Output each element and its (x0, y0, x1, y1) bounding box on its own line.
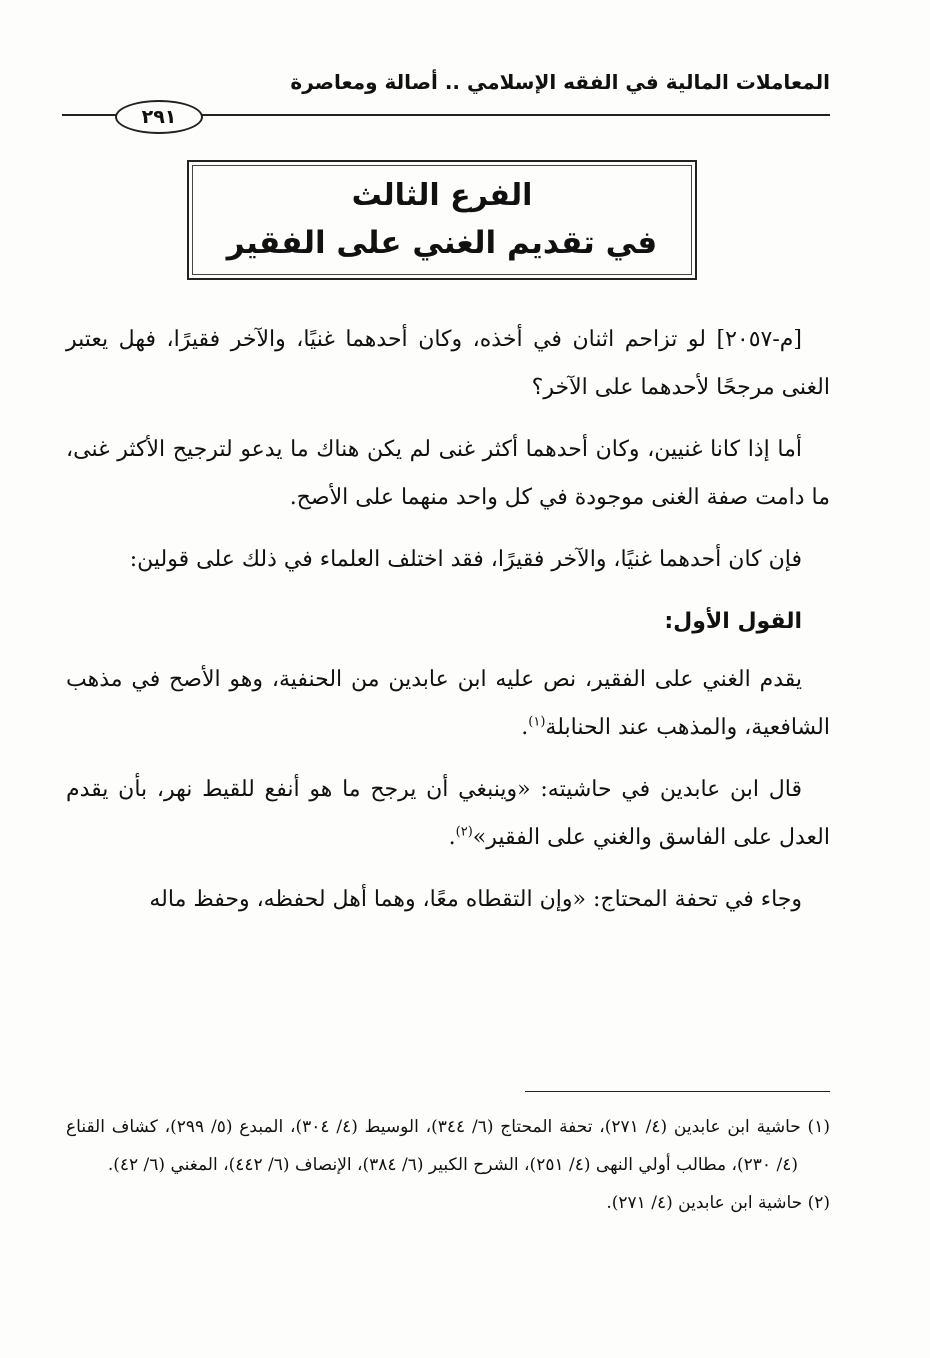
body-text (66, 316, 830, 938)
paragraph-5 (66, 766, 830, 862)
paragraph-1: [م-٢٠٥٧] لو تزاحم اثنان في أخذه، وكان أحدهما غنيًا، والآخر فقيرًا، فهل يعتبر الغنى مرجحًا لأحدهما على الآخر؟ (66, 327, 830, 400)
footnote-ref-2[interactable]: (٢) (455, 824, 473, 840)
paragraph-4-text: يقدم الغني على الفقير، نص عليه ابن عابدين من الحنفية، وهو الأصح في مذهب الشافعية، والمذهب عند الحنابلة (66, 667, 830, 740)
paragraph-6: وجاء في تحفة المحتاج: «وإن التقطاه معًا، وهما أهل لحفظه، وحفظ ماله (149, 887, 802, 912)
section-title-line1: الفرع الثالث (351, 178, 533, 213)
page-number: ٢٩١ (115, 100, 203, 134)
footnotes (66, 1108, 830, 1222)
running-header: المعاملات المالية في الفقه الإسلامي .. أصالة ومعاصرة (290, 70, 830, 94)
footnote-ref-1[interactable]: (١) (528, 714, 546, 730)
section-title-line2: في تقديم الغني على الفقير (226, 225, 658, 261)
paragraph-2: أما إذا كانا غنيين، وكان أحدهما أكثر غنى لم يكن هناك ما يدعو لترجيح الأكثر غنى، ما دامت صفة الغنى موجودة في كل واحد منهما على الأصح. (66, 437, 830, 510)
footnote-rule (525, 1091, 830, 1092)
paragraph-4 (66, 656, 830, 752)
section-title-inner (192, 165, 692, 275)
footnote-1: (١) حاشية ابن عابدين (٤/ ٢٧١)، تحفة المحتاج (٦/ ٣٤٤)، الوسيط (٤/ ٣٠٤)، المبدع (٥/ ٢٩٩)، كشاف القناع (٤/ ٢٣٠)، مطالب أولي النهى (٤/ ٢٥١)، الشرح الكبير (٦/ ٣٨٤)، الإنصاف (٦/ ٤٤٢)، المغني (٦/ ٤٢). (66, 1117, 830, 1175)
footnote-2: (٢) حاشية ابن عابدين (٤/ ٢٧١). (606, 1193, 830, 1213)
heading-first-opinion: القول الأول: (664, 609, 802, 634)
section-title-box (187, 160, 697, 280)
paragraph-3: فإن كان أحدهما غنيًا، والآخر فقيرًا، فقد اختلف العلماء في ذلك على قولين: (129, 547, 802, 572)
paragraph-4-end: . (521, 715, 529, 740)
paragraph-5-text: قال ابن عابدين في حاشيته: «وينبغي أن يرجح ما هو أنفع للقيط نهر، بأن يقدم العدل على الفاسق والغني على الفقير» (66, 777, 830, 850)
paragraph-5-end: . (448, 825, 456, 850)
